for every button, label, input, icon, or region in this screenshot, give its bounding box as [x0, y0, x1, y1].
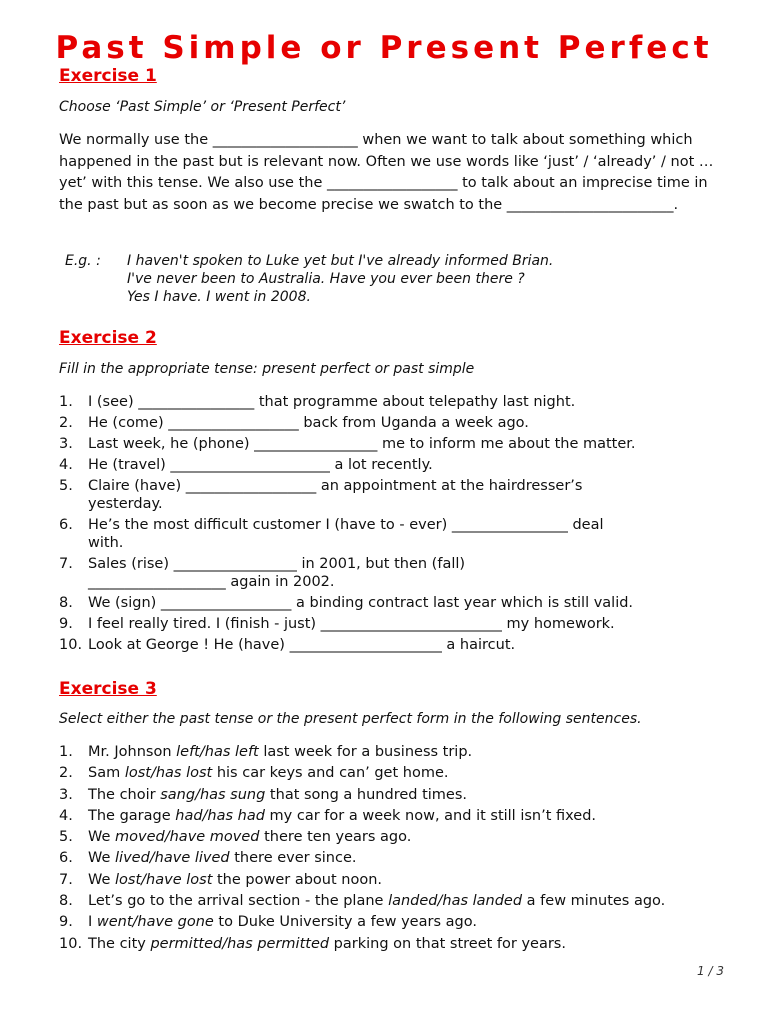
item-number: 10.: [59, 637, 83, 653]
exercise-3-list: [59, 743, 729, 953]
exercise-2-instruction: Fill in the appropriate tense: present perfect or past simple: [59, 361, 475, 377]
exercise-1-heading: Exercise 1: [59, 66, 157, 86]
item-number: 7.: [59, 556, 73, 572]
item-text: Look at George ! He (have) _____________________ a haircut.: [88, 637, 516, 653]
list-item: [59, 828, 729, 846]
list-item: [59, 594, 729, 612]
item-text: the power about noon.: [212, 871, 383, 888]
exercise-1-paragraph: We normally use the ____________________ when we want to talk about something which happened in the past but is relevant now. Often we use words like ‘just’ / ‘already’ / not … yet’ with this tense. We also use the __________________ to talk about an imprecise time in the past but as soon as we become precise we swatch to the _______________________.: [59, 132, 714, 213]
item-text: parking on that street for years.: [329, 935, 566, 952]
item-text: I: [88, 914, 97, 931]
item-text-continued: ___________________ again in 2002.: [88, 574, 335, 590]
verb-choice: went/have gone: [96, 914, 214, 931]
item-number: 3.: [59, 786, 73, 803]
verb-choice: lost/have lost: [115, 871, 213, 888]
item-text: I (see) ________________ that programme about telepathy last night.: [88, 394, 576, 410]
example-line: I haven't spoken to Luke yet but I've already informed Brian.: [127, 253, 554, 269]
item-text: Claire (have) __________________ an appointment at the hairdresser’s: [88, 478, 583, 494]
item-text: my car for a week now, and it still isn’t fixed.: [264, 807, 597, 824]
list-item: [59, 516, 729, 552]
list-item: [59, 786, 729, 804]
item-text-continued: with.: [88, 535, 124, 551]
item-number: 6.: [59, 850, 73, 867]
example-line: I've never been to Australia. Have you ever been there ?: [127, 271, 525, 287]
item-number: 4.: [59, 457, 73, 473]
verb-choice: sang/has sung: [160, 786, 266, 803]
list-item: [59, 414, 729, 432]
item-text: there ten years ago.: [259, 829, 412, 846]
verb-choice: permitted/has permitted: [150, 935, 330, 952]
verb-choice: landed/has landed: [388, 893, 523, 910]
item-text: to Duke University a few years ago.: [213, 914, 477, 931]
verb-choice: lived/have lived: [115, 850, 230, 867]
list-item: [59, 849, 729, 867]
page-number: 1 / 3: [697, 964, 724, 978]
item-text: a few minutes ago.: [522, 893, 666, 910]
item-number: 2.: [59, 415, 73, 431]
list-item: [59, 477, 729, 513]
list-item: [59, 456, 729, 474]
item-text: Sam: [88, 765, 125, 782]
item-number: 9.: [59, 616, 73, 632]
list-item: [59, 435, 729, 453]
item-text: We (sign) __________________ a binding contract last year which is still valid.: [88, 595, 634, 611]
list-item: [59, 807, 729, 825]
list-item: [59, 764, 729, 782]
item-text: The choir: [88, 786, 161, 803]
item-text: We: [88, 871, 116, 888]
list-item: [59, 892, 729, 910]
item-text: Let’s go to the arrival section - the plane: [88, 893, 389, 910]
verb-choice: moved/have moved: [115, 829, 260, 846]
exercise-2-list: [59, 393, 729, 654]
item-number: 1.: [59, 394, 73, 410]
item-number: 5.: [59, 829, 73, 846]
item-number: 6.: [59, 517, 73, 533]
page-title: Past Simple or Present Perfect: [55, 30, 713, 66]
item-text: that song a hundred times.: [265, 786, 467, 803]
example-line: Yes I have. I went in 2008.: [127, 289, 311, 305]
item-text: He (come) __________________ back from Uganda a week ago.: [88, 415, 529, 431]
item-text: We: [88, 850, 116, 867]
item-text: He’s the most difficult customer I (have to - ever) ________________ deal: [88, 517, 604, 533]
list-item: [59, 871, 729, 889]
item-text: Last week, he (phone) _________________ me to inform me about the matter.: [88, 436, 636, 452]
item-text: last week for a business trip.: [258, 744, 473, 760]
item-text-continued: yesterday.: [88, 496, 163, 512]
item-text: Mr. Johnson: [88, 744, 177, 760]
item-number: 3.: [59, 436, 73, 452]
list-item: [59, 636, 729, 654]
item-text: The city: [88, 935, 151, 952]
list-item: [59, 935, 729, 953]
exercise-3-heading: Exercise 3: [59, 679, 157, 699]
exercise-3-instruction: Select either the past tense or the present perfect form in the following sentences.: [59, 711, 642, 727]
list-item: [59, 743, 729, 761]
item-number: 8.: [59, 893, 73, 910]
item-number: 10.: [59, 935, 83, 952]
item-number: 4.: [59, 807, 73, 824]
list-item: [59, 913, 729, 931]
verb-choice: left/has left: [176, 744, 259, 760]
item-number: 1.: [59, 744, 73, 760]
example-lines: [127, 252, 687, 306]
list-item: [59, 393, 729, 411]
item-text: The garage: [88, 807, 176, 824]
item-number: 5.: [59, 478, 73, 494]
list-item: [59, 555, 729, 591]
list-item: [59, 615, 729, 633]
item-number: 9.: [59, 914, 73, 931]
item-text: his car keys and can’ get home.: [212, 765, 449, 782]
item-number: 7.: [59, 871, 73, 888]
item-number: 2.: [59, 765, 73, 782]
exercise-2-heading: Exercise 2: [59, 328, 157, 348]
item-text: I feel really tired. I (finish - just) _________________________ my homework.: [88, 616, 615, 632]
example-label: E.g. :: [65, 253, 101, 269]
verb-choice: had/has had: [175, 807, 265, 824]
item-text: He (travel) ______________________ a lot recently.: [88, 457, 433, 473]
verb-choice: lost/has lost: [124, 765, 213, 782]
exercise-1-instruction: Choose ‘Past Simple’ or ‘Present Perfect’: [59, 99, 346, 115]
item-text: there ever since.: [229, 850, 357, 867]
item-text: We: [88, 829, 116, 846]
item-number: 8.: [59, 595, 73, 611]
item-text: Sales (rise) _________________ in 2001, but then (fall): [88, 556, 466, 572]
